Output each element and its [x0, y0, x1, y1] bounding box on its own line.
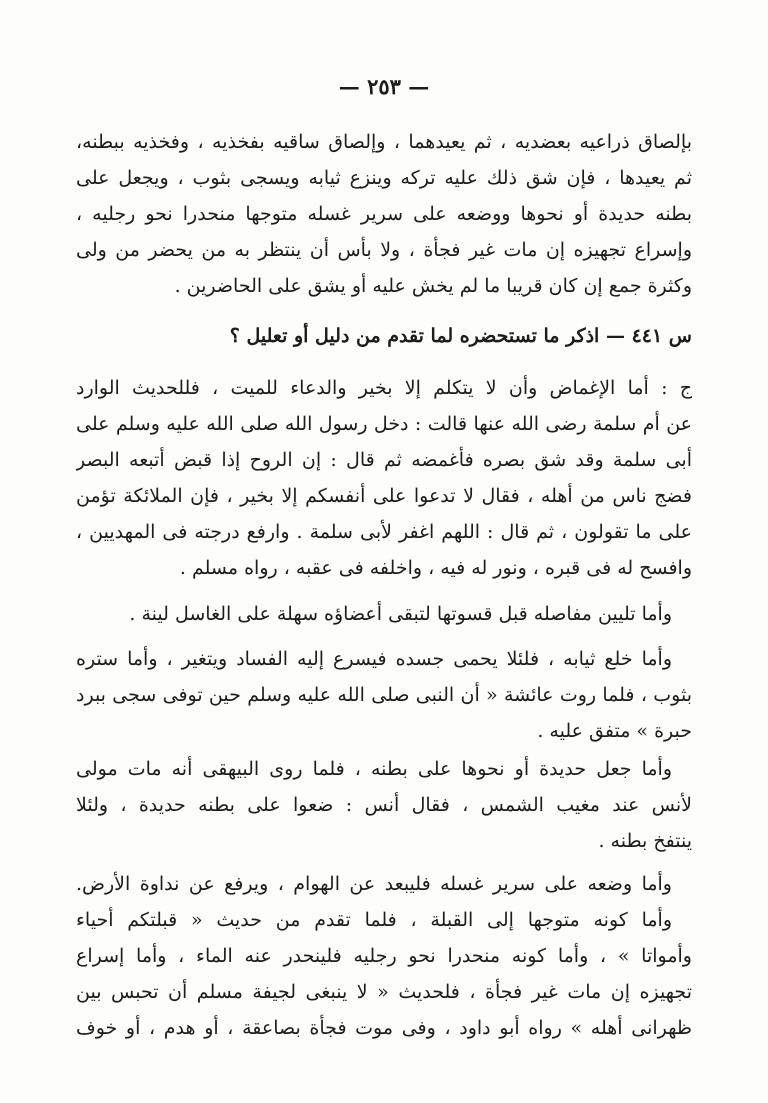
question-line: س ٤٤١ — اذكر ما تستحضره لما تقدم من دليل أو تعليل ؟: [229, 325, 692, 347]
paragraph-iron: [76, 751, 692, 859]
text-line: ثم يعيدها ، فإن شق ذلك عليه تركه وينزع ثيابه ويسجى بثوب ، ويجعل على: [76, 167, 692, 189]
question-441: [76, 318, 692, 354]
text-line: وأما وضعه على سرير غسله فليبعد عن الهوام ، ويرفع عن نداوة الأرض.: [76, 873, 672, 895]
answer-paragraph: [76, 370, 692, 586]
paragraph-joints: [76, 596, 692, 632]
text-line: لأنس عند مغيب الشمس ، فقال أنس : ضعوا على بطنه حديدة ، ولئلا: [76, 794, 692, 816]
text-line: بإلصاق ذراعيه بعضديه ، ثم يعيدهما ، وإلصاق ساقيه بفخذيه ، وفخذيه ببطنه،: [76, 131, 692, 153]
text-line: عن أم سلمة رضى الله عنها قالت : دخل رسول الله صلى الله عليه وسلم على: [76, 413, 692, 435]
text-line: وأما خلع ثيابه ، فلئلا يحمى جسده فيسرع إليه الفساد ويتغير ، وأما ستره: [76, 648, 672, 670]
paragraph-clothes: [76, 641, 692, 749]
text-line: وأمواتا » ، وأما كونه منحدرا نحو رجليه فلينحدر عنه الماء ، وأما إسراع: [76, 945, 692, 967]
text-line: ظهرانى أهله » رواه أبو داود ، وفى موت فجأة بصاعقة ، أو هدم ، أو خوف: [76, 1017, 692, 1039]
text-line: تجهيزه إن مات غير فجأة ، فلحديث « لا ينبغى لجيفة مسلم أن تحبس بين: [76, 981, 692, 1003]
text-line: حبرة » متفق عليه .: [537, 720, 692, 742]
text-line: فضج ناس من أهله ، فقال لا تدعوا على أنفسكم إلا بخير ، فإن الملائكة تؤمن: [76, 485, 692, 507]
paragraph-intro: [76, 124, 692, 304]
text-line: ينتفخ بطنه .: [598, 830, 692, 852]
text-line: بطنه حديدة أو نحوها ووضعه على سرير غسله متوجها منحدرا نحو رجليه ،: [76, 203, 692, 225]
text-line: وأما كونه متوجها إلى القبلة ، فلما تقدم من حديث « قبلتكم أحياء: [76, 909, 672, 931]
page-number: — ٢٥٣ —: [338, 74, 430, 99]
text-line: وافسح له فى قبره ، ونور له فيه ، واخلفه فى عقبه ، رواه مسلم .: [179, 557, 692, 579]
text-line: وأما تليين مفاصله قبل قسوتها لتبقى أعضاؤه سهلة على الغاسل لينة .: [129, 603, 672, 625]
paragraph-bed: [76, 866, 692, 1046]
text-line: على ما تقولون ، ثم قال : اللهم اغفر لأبى سلمة . وارفع درجته فى المهديين ،: [76, 521, 692, 543]
text-line: وكثرة جمع إن كان قريبا ما لم يخش عليه أو يشق على الحاضرين .: [174, 275, 692, 297]
text-line: أبى سلمة وقد شق بصره فأغمضه ثم قال : إن الروح إذا قبض أتبعه البصر: [76, 449, 692, 471]
text-line: ج : أما الإغماض وأن لا يتكلم إلا بخير والدعاء للميت ، فللحديث الوارد: [76, 377, 692, 399]
text-line: بثوب ، فلما روت عائشة « أن النبى صلى الله عليه وسلم حين توفى سجى ببرد: [76, 684, 692, 706]
text-line: وأما جعل حديدة أو نحوها على بطنه ، فلما روى البيهقى أنه مات مولى: [76, 758, 672, 780]
text-line: وإسراع تجهيزه إن مات غير فجأة ، ولا بأس أن ينتظر به من يحضر من ولى: [76, 239, 692, 261]
